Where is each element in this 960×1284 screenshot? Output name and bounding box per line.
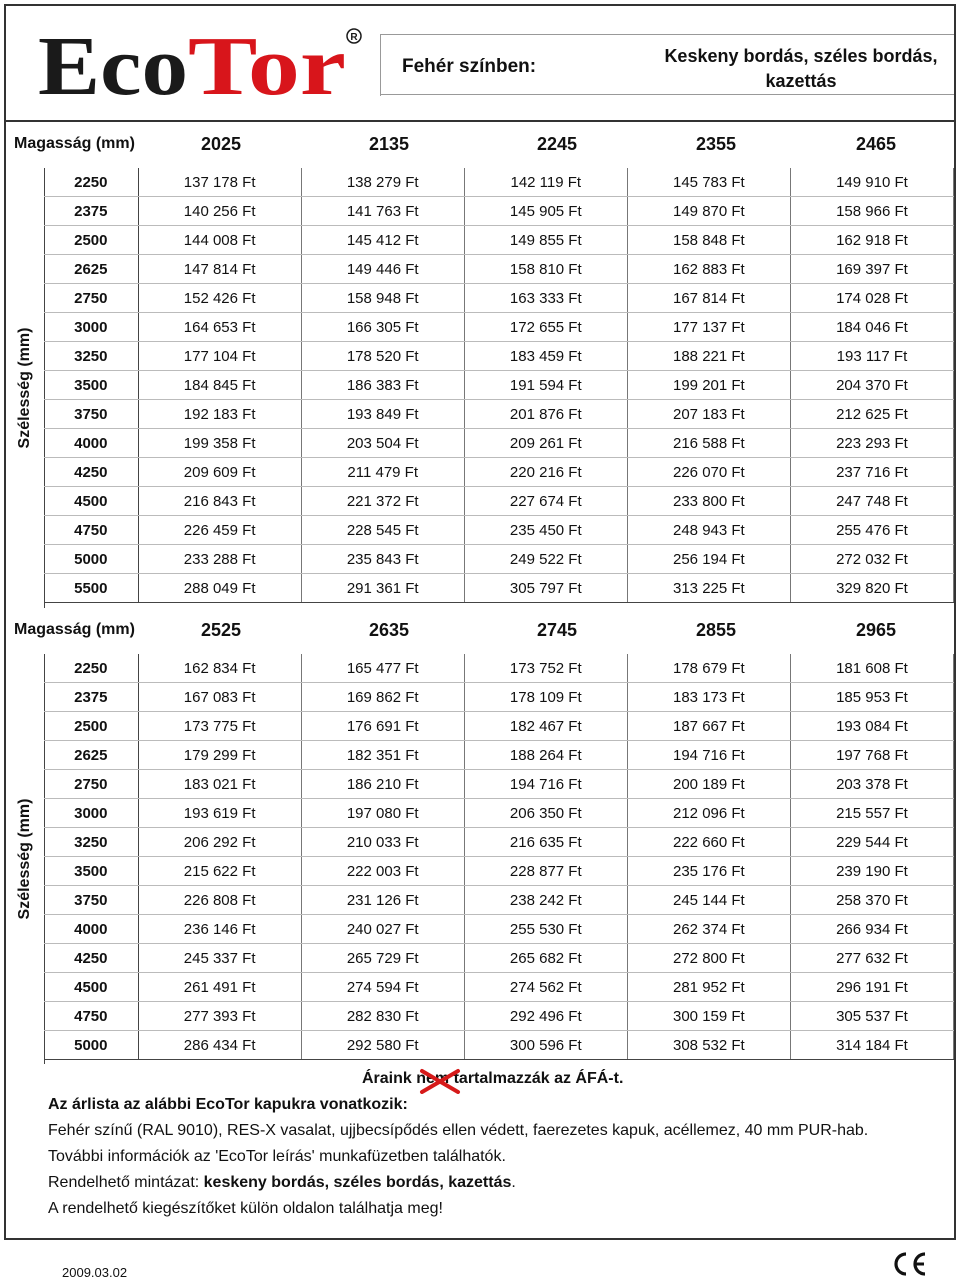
price-cell: 138 279 Ft — [301, 168, 464, 197]
width-axis — [6, 654, 45, 1064]
price-cell: 179 299 Ft — [138, 741, 301, 770]
table-row — [44, 255, 954, 284]
notes-spec: Fehér színű (RAL 9010), RES-X vasalat, ujjbecsípődés ellen védett, faerezetes kapuk, acéllemez, 40 mm PUR-hab. — [48, 1122, 869, 1139]
price-cell: 305 537 Ft — [790, 1002, 953, 1031]
price-cell: 274 594 Ft — [301, 973, 464, 1002]
table-row — [44, 400, 954, 429]
price-cell: 220 216 Ft — [464, 458, 627, 487]
table-row — [44, 654, 954, 683]
notes-info: További információk az 'EcoTor leírás' munkafüzetben találhatók. — [48, 1148, 506, 1165]
width-value: 3250 — [44, 828, 138, 857]
price-cell: 142 119 Ft — [464, 168, 627, 197]
price-cell: 158 966 Ft — [790, 197, 953, 226]
price-cell: 206 292 Ft — [138, 828, 301, 857]
price-cell: 141 763 Ft — [301, 197, 464, 226]
price-cell: 140 256 Ft — [138, 197, 301, 226]
price-cell: 247 748 Ft — [790, 487, 953, 516]
red-cross-icon — [418, 1068, 462, 1094]
price-cell: 163 333 Ft — [464, 284, 627, 313]
price-cell: 207 183 Ft — [627, 400, 790, 429]
width-value: 3250 — [44, 342, 138, 371]
table-row — [44, 545, 954, 574]
price-cell: 277 632 Ft — [790, 944, 953, 973]
ecotor-logo — [38, 24, 366, 104]
height-value: 2465 — [855, 134, 897, 154]
price-cell: 274 562 Ft — [464, 973, 627, 1002]
price-cell: 233 288 Ft — [138, 545, 301, 574]
price-cell: 173 752 Ft — [464, 654, 627, 683]
price-cell: 191 594 Ft — [464, 371, 627, 400]
table-row — [44, 828, 954, 857]
price-cell: 209 609 Ft — [138, 458, 301, 487]
date: 2009.03.02 — [62, 1265, 128, 1280]
price-cell: 266 934 Ft — [790, 915, 953, 944]
price-cell: 216 588 Ft — [627, 429, 790, 458]
ce-mark-icon — [889, 1250, 929, 1278]
price-cell: 300 596 Ft — [464, 1031, 627, 1060]
price-cell: 178 679 Ft — [627, 654, 790, 683]
width-value: 4000 — [44, 915, 138, 944]
table-row — [44, 1002, 954, 1031]
vat-notice: Áraink nem tartalmazzák az ÁFÁ-t. — [362, 1070, 624, 1087]
width-value: 3000 — [44, 313, 138, 342]
table-row — [44, 799, 954, 828]
price-cell: 203 378 Ft — [790, 770, 953, 799]
price-cell: 149 910 Ft — [790, 168, 953, 197]
table-row — [44, 857, 954, 886]
price-cell: 194 716 Ft — [627, 741, 790, 770]
price-cell: 169 862 Ft — [301, 683, 464, 712]
price-cell: 193 084 Ft — [790, 712, 953, 741]
price-cell: 197 768 Ft — [790, 741, 953, 770]
height-label: Magasság (mm) — [14, 621, 135, 638]
price-cell: 258 370 Ft — [790, 886, 953, 915]
table-row — [44, 429, 954, 458]
price-cell: 162 883 Ft — [627, 255, 790, 284]
price-cell: 308 532 Ft — [627, 1031, 790, 1060]
width-value: 2250 — [44, 168, 138, 197]
color-label: Fehér színben: — [402, 56, 537, 77]
height-value: 2355 — [695, 134, 737, 154]
table-row — [44, 944, 954, 973]
price-cell: 211 479 Ft — [301, 458, 464, 487]
price-cell: 227 674 Ft — [464, 487, 627, 516]
price-cell: 222 660 Ft — [627, 828, 790, 857]
price-cell: 236 146 Ft — [138, 915, 301, 944]
price-cell: 145 783 Ft — [627, 168, 790, 197]
height-value: 2245 — [536, 134, 578, 154]
table-row — [44, 915, 954, 944]
height-value: 2525 — [200, 620, 242, 640]
price-cell: 147 814 Ft — [138, 255, 301, 284]
height-value: 2965 — [855, 620, 897, 640]
price-cell: 182 351 Ft — [301, 741, 464, 770]
price-cell: 144 008 Ft — [138, 226, 301, 255]
table-row — [44, 770, 954, 799]
price-cell: 216 635 Ft — [464, 828, 627, 857]
price-cell: 199 358 Ft — [138, 429, 301, 458]
price-cell: 239 190 Ft — [790, 857, 953, 886]
pattern-label: Keskeny bordás, széles bordás, kazettás — [664, 46, 938, 91]
price-sheet — [4, 4, 956, 1240]
price-grid — [44, 168, 954, 603]
price-cell: 186 383 Ft — [301, 371, 464, 400]
price-cell: 292 496 Ft — [464, 1002, 627, 1031]
price-cell: 272 032 Ft — [790, 545, 953, 574]
patterns-prefix: Rendelhető mintázat: — [48, 1174, 204, 1191]
price-cell: 277 393 Ft — [138, 1002, 301, 1031]
notes-intro: Az árlista az alábbi EcoTor kapukra vonatkozik: — [48, 1096, 408, 1113]
price-cell: 197 080 Ft — [301, 799, 464, 828]
price-cell: 222 003 Ft — [301, 857, 464, 886]
width-value: 4000 — [44, 429, 138, 458]
price-cell: 174 028 Ft — [790, 284, 953, 313]
price-cell: 145 905 Ft — [464, 197, 627, 226]
price-cell: 188 221 Ft — [627, 342, 790, 371]
price-cell: 281 952 Ft — [627, 973, 790, 1002]
price-cell: 212 096 Ft — [627, 799, 790, 828]
price-cell: 183 459 Ft — [464, 342, 627, 371]
price-cell: 229 544 Ft — [790, 828, 953, 857]
table-row — [44, 284, 954, 313]
price-cell: 255 530 Ft — [464, 915, 627, 944]
price-cell: 314 184 Ft — [790, 1031, 953, 1060]
price-cell: 166 305 Ft — [301, 313, 464, 342]
header-bottom-rule — [6, 120, 954, 122]
header-rule-top — [380, 34, 954, 35]
price-cell: 182 467 Ft — [464, 712, 627, 741]
price-cell: 162 918 Ft — [790, 226, 953, 255]
price-cell: 226 070 Ft — [627, 458, 790, 487]
price-cell: 235 450 Ft — [464, 516, 627, 545]
price-cell: 237 716 Ft — [790, 458, 953, 487]
price-cell: 288 049 Ft — [138, 574, 301, 603]
table-row — [44, 886, 954, 915]
price-cell: 282 830 Ft — [301, 1002, 464, 1031]
price-cell: 240 027 Ft — [301, 915, 464, 944]
width-value: 4750 — [44, 516, 138, 545]
table-row — [44, 712, 954, 741]
height-label: Magasság (mm) — [14, 135, 135, 152]
width-label: Szélesség (mm) — [16, 798, 33, 920]
price-cell: 206 350 Ft — [464, 799, 627, 828]
width-value: 2625 — [44, 741, 138, 770]
width-value: 3500 — [44, 371, 138, 400]
table-row — [44, 371, 954, 400]
price-cell: 261 491 Ft — [138, 973, 301, 1002]
price-cell: 199 201 Ft — [627, 371, 790, 400]
height-value: 2025 — [200, 134, 242, 154]
price-cell: 193 619 Ft — [138, 799, 301, 828]
price-cell: 292 580 Ft — [301, 1031, 464, 1060]
table-row — [44, 516, 954, 545]
table-row — [44, 342, 954, 371]
width-value: 2500 — [44, 712, 138, 741]
price-cell: 262 374 Ft — [627, 915, 790, 944]
price-cell: 228 545 Ft — [301, 516, 464, 545]
price-cell: 193 117 Ft — [790, 342, 953, 371]
table-row — [44, 168, 954, 197]
header-divider — [380, 34, 381, 96]
price-cell: 256 194 Ft — [627, 545, 790, 574]
height-value: 2635 — [368, 620, 410, 640]
price-cell: 286 434 Ft — [138, 1031, 301, 1060]
price-cell: 265 682 Ft — [464, 944, 627, 973]
price-cell: 177 104 Ft — [138, 342, 301, 371]
price-cell: 238 242 Ft — [464, 886, 627, 915]
width-value: 4250 — [44, 458, 138, 487]
patterns-list: keskeny bordás, széles bordás, kazettás — [203, 1174, 512, 1191]
table-row — [44, 683, 954, 712]
price-cell: 228 877 Ft — [464, 857, 627, 886]
width-value: 2750 — [44, 770, 138, 799]
price-cell: 193 849 Ft — [301, 400, 464, 429]
height-value: 2855 — [695, 620, 737, 640]
price-cell: 223 293 Ft — [790, 429, 953, 458]
price-cell: 167 814 Ft — [627, 284, 790, 313]
price-cell: 183 021 Ft — [138, 770, 301, 799]
price-cell: 185 953 Ft — [790, 683, 953, 712]
header-rule-bottom — [380, 94, 954, 95]
price-cell: 162 834 Ft — [138, 654, 301, 683]
notes-patterns — [48, 1174, 516, 1192]
height-value: 2135 — [368, 134, 410, 154]
table-row — [44, 973, 954, 1002]
price-cell: 233 800 Ft — [627, 487, 790, 516]
svg-text:Eco: Eco — [38, 24, 188, 104]
table-row — [44, 741, 954, 770]
price-cell: 329 820 Ft — [790, 574, 953, 603]
price-cell: 178 520 Ft — [301, 342, 464, 371]
price-cell: 231 126 Ft — [301, 886, 464, 915]
price-cell: 201 876 Ft — [464, 400, 627, 429]
width-value: 3750 — [44, 886, 138, 915]
price-cell: 215 622 Ft — [138, 857, 301, 886]
height-header-row — [6, 610, 954, 654]
svg-text:Tor: Tor — [188, 24, 346, 104]
price-cell: 209 261 Ft — [464, 429, 627, 458]
width-value: 5000 — [44, 1031, 138, 1060]
price-cell: 249 522 Ft — [464, 545, 627, 574]
price-cell: 164 653 Ft — [138, 313, 301, 342]
price-cell: 177 137 Ft — [627, 313, 790, 342]
price-cell: 145 412 Ft — [301, 226, 464, 255]
price-cell: 210 033 Ft — [301, 828, 464, 857]
price-cell: 235 176 Ft — [627, 857, 790, 886]
price-cell: 188 264 Ft — [464, 741, 627, 770]
table-row — [44, 458, 954, 487]
price-cell: 300 159 Ft — [627, 1002, 790, 1031]
price-cell: 149 870 Ft — [627, 197, 790, 226]
width-value: 2750 — [44, 284, 138, 313]
width-value: 2375 — [44, 683, 138, 712]
price-cell: 165 477 Ft — [301, 654, 464, 683]
price-cell: 245 337 Ft — [138, 944, 301, 973]
price-grid — [44, 654, 954, 1060]
price-cell: 184 046 Ft — [790, 313, 953, 342]
width-axis — [6, 168, 45, 608]
price-cell: 215 557 Ft — [790, 799, 953, 828]
price-cell: 149 446 Ft — [301, 255, 464, 284]
price-cell: 181 608 Ft — [790, 654, 953, 683]
price-cell: 158 948 Ft — [301, 284, 464, 313]
price-cell: 176 691 Ft — [301, 712, 464, 741]
width-value: 2375 — [44, 197, 138, 226]
width-value: 4750 — [44, 1002, 138, 1031]
notes-accessories: A rendelhető kiegészítőket külön oldalon találhatja meg! — [48, 1200, 443, 1217]
price-cell: 178 109 Ft — [464, 683, 627, 712]
table-row — [44, 226, 954, 255]
price-cell: 203 504 Ft — [301, 429, 464, 458]
price-cell: 255 476 Ft — [790, 516, 953, 545]
price-cell: 192 183 Ft — [138, 400, 301, 429]
width-value: 5000 — [44, 545, 138, 574]
price-cell: 169 397 Ft — [790, 255, 953, 284]
svg-text:R: R — [350, 32, 358, 43]
patterns-suffix: . — [511, 1174, 516, 1191]
price-cell: 204 370 Ft — [790, 371, 953, 400]
width-value: 3750 — [44, 400, 138, 429]
price-cell: 221 372 Ft — [301, 487, 464, 516]
price-cell: 158 848 Ft — [627, 226, 790, 255]
price-cell: 149 855 Ft — [464, 226, 627, 255]
width-value: 3000 — [44, 799, 138, 828]
price-cell: 186 210 Ft — [301, 770, 464, 799]
table-row — [44, 313, 954, 342]
width-value: 4500 — [44, 973, 138, 1002]
price-cell: 216 843 Ft — [138, 487, 301, 516]
price-cell: 184 845 Ft — [138, 371, 301, 400]
price-cell: 194 716 Ft — [464, 770, 627, 799]
price-cell: 245 144 Ft — [627, 886, 790, 915]
price-cell: 226 808 Ft — [138, 886, 301, 915]
price-cell: 200 189 Ft — [627, 770, 790, 799]
price-cell: 226 459 Ft — [138, 516, 301, 545]
price-cell: 173 775 Ft — [138, 712, 301, 741]
price-cell: 305 797 Ft — [464, 574, 627, 603]
table-row — [44, 197, 954, 226]
height-header-row — [6, 124, 954, 168]
width-value: 2625 — [44, 255, 138, 284]
price-cell: 291 361 Ft — [301, 574, 464, 603]
price-cell: 172 655 Ft — [464, 313, 627, 342]
header — [6, 6, 954, 120]
price-cell: 296 191 Ft — [790, 973, 953, 1002]
width-value: 2250 — [44, 654, 138, 683]
price-cell: 313 225 Ft — [627, 574, 790, 603]
table-row — [44, 574, 954, 603]
height-value: 2745 — [536, 620, 578, 640]
price-cell: 187 667 Ft — [627, 712, 790, 741]
price-cell: 265 729 Ft — [301, 944, 464, 973]
width-value: 4250 — [44, 944, 138, 973]
width-value: 2500 — [44, 226, 138, 255]
width-value: 4500 — [44, 487, 138, 516]
width-value: 5500 — [44, 574, 138, 603]
table-row — [44, 1031, 954, 1060]
price-cell: 137 178 Ft — [138, 168, 301, 197]
table-row — [44, 487, 954, 516]
width-value: 3500 — [44, 857, 138, 886]
price-cell: 167 083 Ft — [138, 683, 301, 712]
price-cell: 272 800 Ft — [627, 944, 790, 973]
price-cell: 248 943 Ft — [627, 516, 790, 545]
price-cell: 235 843 Ft — [301, 545, 464, 574]
price-cell: 212 625 Ft — [790, 400, 953, 429]
width-label: Szélesség (mm) — [16, 327, 33, 449]
price-cell: 183 173 Ft — [627, 683, 790, 712]
price-cell: 158 810 Ft — [464, 255, 627, 284]
price-cell: 152 426 Ft — [138, 284, 301, 313]
